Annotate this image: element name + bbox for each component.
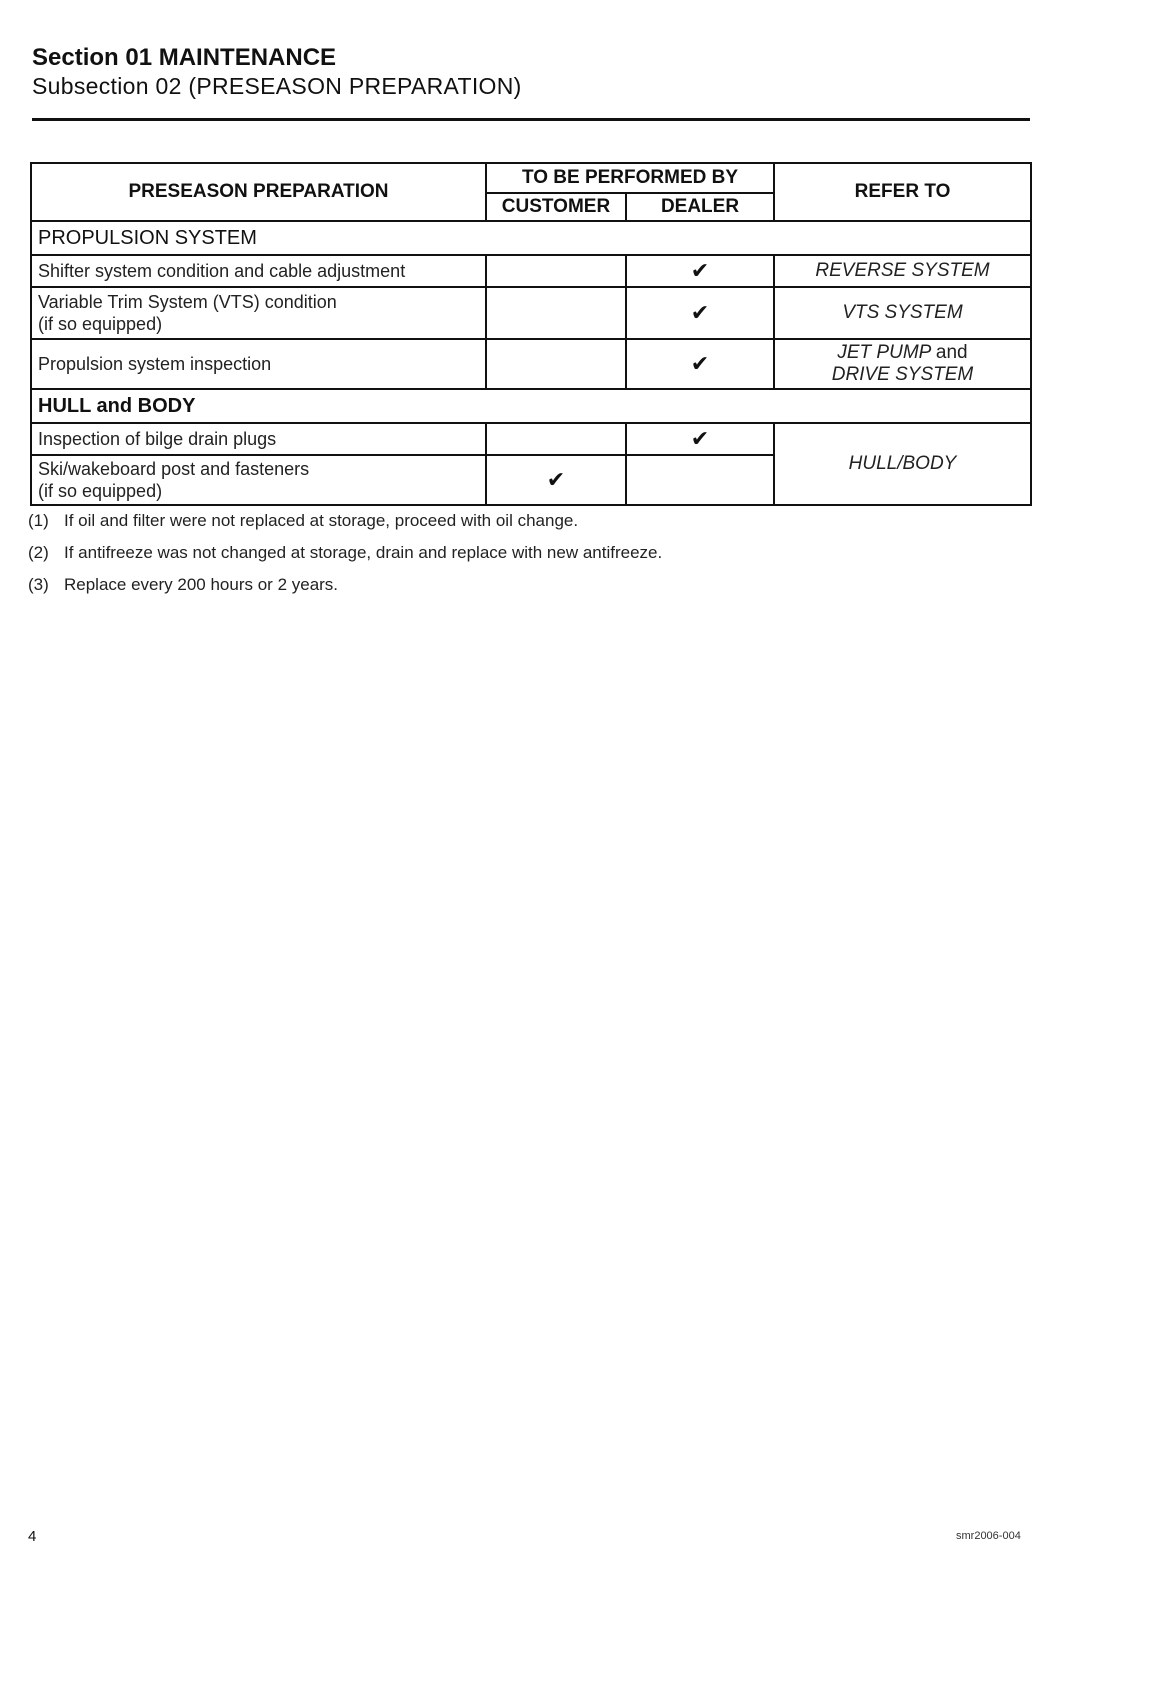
table-row: [31, 423, 1031, 455]
header-performed-by: TO BE PERFORMED BY: [486, 163, 774, 193]
item-cell: Shifter system condition and cable adjustment: [31, 255, 486, 287]
refer-cell: [774, 339, 1031, 389]
header-customer: CUSTOMER: [486, 193, 626, 221]
refer-line: [781, 342, 1024, 364]
customer-check: ✔: [486, 455, 626, 505]
customer-cell: [486, 287, 626, 339]
dealer-check: ✔: [626, 339, 774, 389]
group-row-hull: [31, 389, 1031, 423]
customer-cell: [486, 339, 626, 389]
dealer-check: ✔: [626, 423, 774, 455]
subsection-title: Subsection 02 (PRESEASON PREPARATION): [32, 73, 522, 99]
dealer-check: ✔: [626, 287, 774, 339]
header-dealer: DEALER: [626, 193, 774, 221]
refer-line: DRIVE SYSTEM: [831, 364, 974, 385]
customer-cell: [486, 255, 626, 287]
refer-part: JET PUMP: [837, 342, 931, 363]
header-divider: [32, 118, 1030, 121]
page-number: 4: [28, 1528, 37, 1545]
footnote-text: If oil and filter were not replaced at storage, proceed with oil change.: [64, 511, 579, 530]
refer-cell: VTS SYSTEM: [774, 287, 1031, 339]
footnote: [28, 510, 662, 542]
section-name: MAINTENANCE: [158, 44, 337, 71]
item-cell: Propulsion system inspection: [31, 339, 486, 389]
section-number: Section 01: [32, 44, 153, 71]
table-row: [31, 339, 1031, 389]
dealer-check: ✔: [626, 255, 774, 287]
group-label: PROPULSION SYSTEM: [31, 221, 1031, 255]
table-row: [31, 255, 1031, 287]
footnote: [28, 542, 662, 574]
refer-cell: REVERSE SYSTEM: [774, 255, 1031, 287]
item-cell: [31, 455, 486, 505]
group-row-propulsion: [31, 221, 1031, 255]
section-title: [32, 44, 522, 72]
page-header: [32, 44, 522, 100]
refer-cell: HULL/BODY: [774, 423, 1031, 505]
refer-and: and: [935, 342, 968, 363]
item-line: Variable Trim System (VTS) condition: [38, 292, 337, 312]
footnotes: [28, 510, 662, 606]
footnote-text: If antifreeze was not changed at storage, drain and replace with new antifreeze.: [64, 543, 663, 562]
header-refer-to: REFER TO: [774, 163, 1031, 221]
item-line: Ski/wakeboard post and fasteners: [38, 459, 310, 479]
document-code: smr2006-004: [956, 1530, 1021, 1542]
group-label: HULL and BODY: [31, 389, 1031, 423]
item-cell: [31, 287, 486, 339]
footnote-text: Replace every 200 hours or 2 years.: [64, 575, 339, 594]
table-row: [31, 287, 1031, 339]
customer-cell: [486, 423, 626, 455]
item-line: (if so equipped): [38, 481, 163, 501]
footnote-number: (1): [28, 511, 49, 530]
header-item: PRESEASON PREPARATION: [31, 163, 486, 221]
table-header-row: [31, 163, 1031, 193]
footnote-number: (2): [28, 543, 49, 562]
footnote-number: (3): [28, 575, 49, 594]
item-line: (if so equipped): [38, 314, 163, 334]
item-cell: Inspection of bilge drain plugs: [31, 423, 486, 455]
dealer-cell: [626, 455, 774, 505]
footnote: [28, 574, 662, 606]
preseason-table: [30, 162, 1032, 506]
